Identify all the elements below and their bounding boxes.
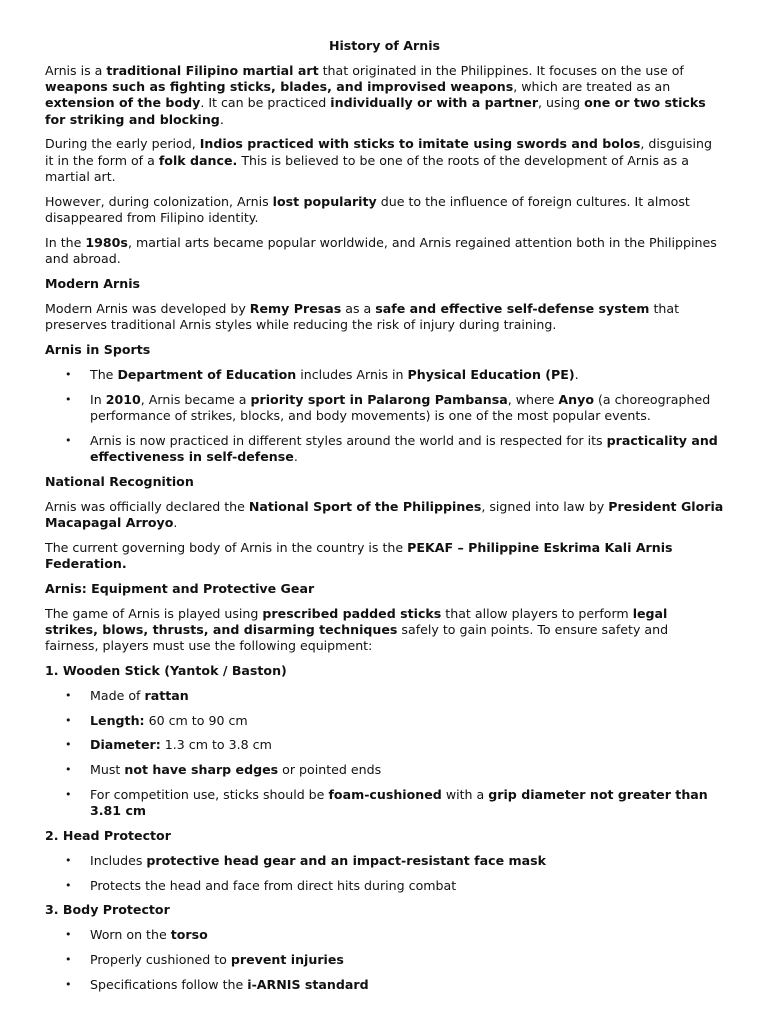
bold-text: Department of Education xyxy=(117,366,297,382)
text-run: . xyxy=(293,448,298,464)
para-intro xyxy=(45,63,724,128)
text-run: The xyxy=(90,366,118,382)
bold-text: safe and effective self-defense system xyxy=(375,300,650,316)
text-run: Specifications follow the xyxy=(90,976,248,992)
para-governing-body xyxy=(45,540,724,573)
bold-text: Diameter: xyxy=(90,737,161,753)
list-item xyxy=(45,952,724,968)
text-run: . xyxy=(173,514,178,530)
list-item xyxy=(45,762,724,778)
text-run: This is believed to be one of the roots of the development of Arnis as a martial art. xyxy=(45,152,689,185)
list-item xyxy=(45,853,724,869)
list-item xyxy=(45,878,724,894)
bold-text: folk dance. xyxy=(158,152,238,168)
text-run: that allow players to perform xyxy=(441,605,633,621)
text-run: , martial arts became popular worldwide, and Arnis regained attention both in the Philippines and abroad. xyxy=(45,234,717,267)
text-run: Includes xyxy=(90,852,147,868)
text-run: Arnis is now practiced in different styles around the world and is respected for its xyxy=(90,432,607,448)
text-run: . xyxy=(574,366,579,382)
bold-text: PEKAF – Philippine Eskrima Kali Arnis Federation. xyxy=(45,539,673,571)
bold-text: one or two sticks for striking and blocking xyxy=(45,95,706,127)
bold-text: protective head gear and an impact-resistant face mask xyxy=(146,852,547,868)
heading-modern-arnis: Modern Arnis xyxy=(45,276,141,292)
bold-text: lost popularity xyxy=(272,193,377,209)
text-run: Worn on the xyxy=(90,927,171,943)
heading-equipment: Arnis: Equipment and Protective Gear xyxy=(45,580,315,596)
bold-text: Indios practiced with sticks to imitate using swords and bolos xyxy=(199,136,641,152)
bold-text: traditional Filipino martial art xyxy=(106,62,319,78)
bold-text: weapons such as fighting sticks, blades, and improvised weapons xyxy=(45,79,514,95)
bold-text: prevent injuries xyxy=(230,951,344,967)
para-modern-arnis xyxy=(45,301,724,334)
list-item xyxy=(45,392,724,425)
bold-text: foam-cushioned xyxy=(328,786,442,802)
bold-text: President Gloria Macapagal Arroyo xyxy=(45,498,724,530)
list-item xyxy=(45,433,724,466)
bold-text: extension of the body xyxy=(45,95,201,111)
list-item xyxy=(45,713,724,729)
text-run: Properly cushioned to xyxy=(90,951,231,967)
text-run: includes Arnis in xyxy=(296,366,408,382)
bold-text: not have sharp edges xyxy=(124,762,279,778)
bold-text: legal strikes, blows, thrusts, and disarming techniques xyxy=(45,605,668,637)
bold-text: Anyo xyxy=(558,391,594,407)
text-run: , which are treated as an xyxy=(513,79,671,95)
list-item xyxy=(45,787,724,820)
text-run: , signed into law by xyxy=(481,498,609,514)
bold-text: 2010 xyxy=(105,391,141,407)
bold-text: 1980s xyxy=(85,234,128,250)
text-run: safely to gain points. To ensure safety and fairness, players must use the following equipment: xyxy=(45,621,669,654)
text-run: , Arnis became a xyxy=(140,391,251,407)
para-early-period xyxy=(45,136,724,185)
heading-arnis-in-sports: Arnis in Sports xyxy=(45,341,151,357)
text-run: Arnis was officially declared the xyxy=(45,498,249,514)
text-run: 60 cm to 90 cm xyxy=(144,712,248,728)
bold-text: Remy Presas xyxy=(249,300,342,316)
list-item xyxy=(45,688,724,704)
text-run: with a xyxy=(441,786,489,802)
text-run: , where xyxy=(507,391,559,407)
text-run: During the early period, xyxy=(45,136,200,152)
list-item xyxy=(45,977,724,993)
list-head-protector xyxy=(45,853,724,894)
list-item xyxy=(45,367,724,383)
text-run: , disguising it in the form of a xyxy=(45,136,712,168)
text-run: as a xyxy=(341,300,376,316)
text-run: that preserves traditional Arnis styles while reducing the risk of injury during training. xyxy=(45,300,680,333)
text-run: The current governing body of Arnis in the country is the xyxy=(45,539,408,555)
bold-text: prescribed padded sticks xyxy=(262,605,442,621)
text-run: Modern Arnis was developed by xyxy=(45,300,250,316)
list-arnis-in-sports xyxy=(45,367,724,465)
text-run: Must xyxy=(90,762,125,778)
list-body-protector xyxy=(45,927,724,993)
heading-head-protector: 2. Head Protector xyxy=(45,827,171,843)
document-body xyxy=(45,63,724,993)
document-title: History of Arnis xyxy=(328,38,441,53)
text-run: In xyxy=(90,391,106,407)
bold-text: individually or with a partner xyxy=(330,95,539,111)
para-1980s xyxy=(45,235,724,268)
text-run: or pointed ends xyxy=(278,762,382,778)
bold-text: Length: xyxy=(90,712,145,728)
text-run: Arnis is a xyxy=(45,62,107,78)
text-run: In the xyxy=(45,234,86,250)
heading-national-recognition: National Recognition xyxy=(45,473,194,489)
text-run: Made of xyxy=(90,687,145,703)
text-run: , using xyxy=(538,95,585,111)
text-run: that originated in the Philippines. It focuses on the use of xyxy=(318,62,684,78)
bold-text: Physical Education (PE) xyxy=(407,366,575,382)
text-run: The game of Arnis is played using xyxy=(45,605,263,621)
text-run: 1.3 cm to 3.8 cm xyxy=(160,737,272,753)
text-run: . It can be practiced xyxy=(200,95,331,111)
bold-text: priority sport in Palarong Pambansa xyxy=(250,391,508,407)
bold-text: torso xyxy=(170,927,208,943)
text-run: (a choreographed performance of strikes, blocks, and body movements) is one of the most popular events. xyxy=(90,391,711,423)
text-run: For competition use, sticks should be xyxy=(90,786,329,802)
para-equipment-intro xyxy=(45,606,724,655)
heading-body-protector: 3. Body Protector xyxy=(45,902,170,918)
bold-text: grip diameter not greater than 3.81 cm xyxy=(90,786,708,819)
para-national-sport xyxy=(45,499,724,532)
bold-text: National Sport of the Philippines xyxy=(248,498,482,514)
heading-wooden-stick: 1. Wooden Stick (Yantok / Baston) xyxy=(45,662,287,678)
list-wooden-stick xyxy=(45,688,724,820)
text-run: . xyxy=(219,111,224,127)
text-run: Protects the head and face from direct hits during combat xyxy=(90,877,457,893)
list-item xyxy=(45,737,724,753)
para-colonization xyxy=(45,194,724,227)
bold-text: i-ARNIS standard xyxy=(247,976,369,992)
list-item xyxy=(45,927,724,943)
text-run: However, during colonization, Arnis xyxy=(45,193,273,209)
text-run: due to the influence of foreign cultures. It almost disappeared from Filipino identity. xyxy=(45,193,690,226)
bold-text: practicality and effectiveness in self-defense xyxy=(90,432,718,464)
bold-text: rattan xyxy=(144,687,189,703)
